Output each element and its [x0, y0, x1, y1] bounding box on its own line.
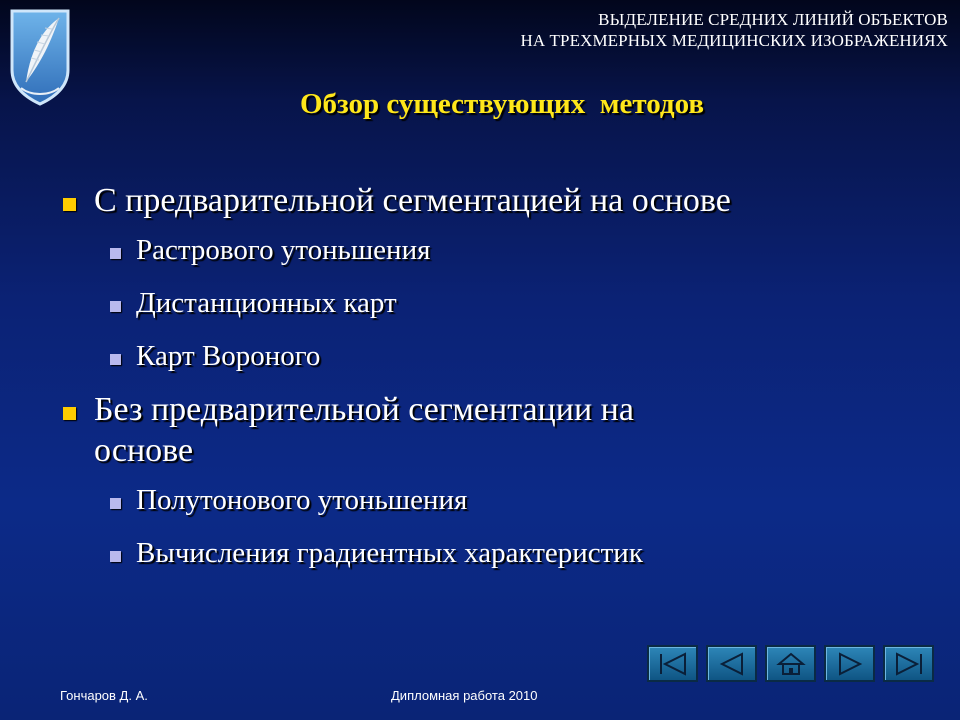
bullet-square-icon: [63, 407, 76, 420]
presentation-title: [520, 9, 948, 51]
bullet-square-icon: [110, 248, 121, 259]
bullet-list: [60, 180, 940, 571]
bullet-text-line-2: основе: [94, 432, 194, 469]
footer-work-title: Дипломная работа 2010: [391, 688, 538, 703]
presentation-title-line-2: НА ТРЕХМЕРНЫХ МЕДИЦИНСКИХ ИЗОБРАЖЕНИЯХ: [520, 31, 948, 50]
sub-bullet-text: Дистанционных карт: [136, 287, 397, 319]
bullet-square-icon: [110, 301, 121, 312]
bullet-square-icon: [110, 354, 121, 365]
bullet-square-icon: [110, 551, 121, 562]
next-slide-button[interactable]: [824, 645, 875, 682]
slide-heading: Обзор существующих методов: [299, 88, 705, 120]
previous-slide-icon: [712, 650, 752, 678]
footer-author: Гончаров Д. А.: [60, 688, 148, 703]
sub-bullet-item: [60, 233, 940, 268]
sub-bullet-text: Полутонового утоньшения: [136, 484, 468, 516]
first-slide-icon: [653, 650, 693, 678]
bullet-text-line-1: Без предварительной сегментации на: [94, 391, 634, 428]
last-slide-icon: [889, 650, 929, 678]
sub-bullet-item: [60, 286, 940, 321]
home-button[interactable]: [765, 645, 816, 682]
bullet-square-icon: [110, 498, 121, 509]
bullet-item-without-segmentation: [60, 389, 940, 471]
sub-bullet-item: [60, 339, 940, 374]
sub-bullet-item: [60, 536, 940, 571]
last-slide-button[interactable]: [883, 645, 934, 682]
sub-bullet-text: Растрового утоньшения: [136, 234, 431, 266]
bullet-text: С предварительной сегментацией на основе: [94, 182, 731, 219]
bullet-item-with-segmentation: [60, 180, 940, 221]
presentation-title-line-1: ВЫДЕЛЕНИЕ СРЕДНИХ ЛИНИЙ ОБЪЕКТОВ: [598, 10, 948, 29]
bullet-square-icon: [63, 198, 76, 211]
next-slide-icon: [830, 650, 870, 678]
home-icon: [771, 650, 811, 678]
first-slide-button[interactable]: [647, 645, 698, 682]
previous-slide-button[interactable]: [706, 645, 757, 682]
slide-navigation: [647, 645, 934, 683]
sub-bullet-text: Вычисления градиентных характеристик: [136, 537, 643, 569]
sub-bullet-text: Карт Вороного: [136, 340, 321, 372]
sub-bullet-item: [60, 483, 940, 518]
